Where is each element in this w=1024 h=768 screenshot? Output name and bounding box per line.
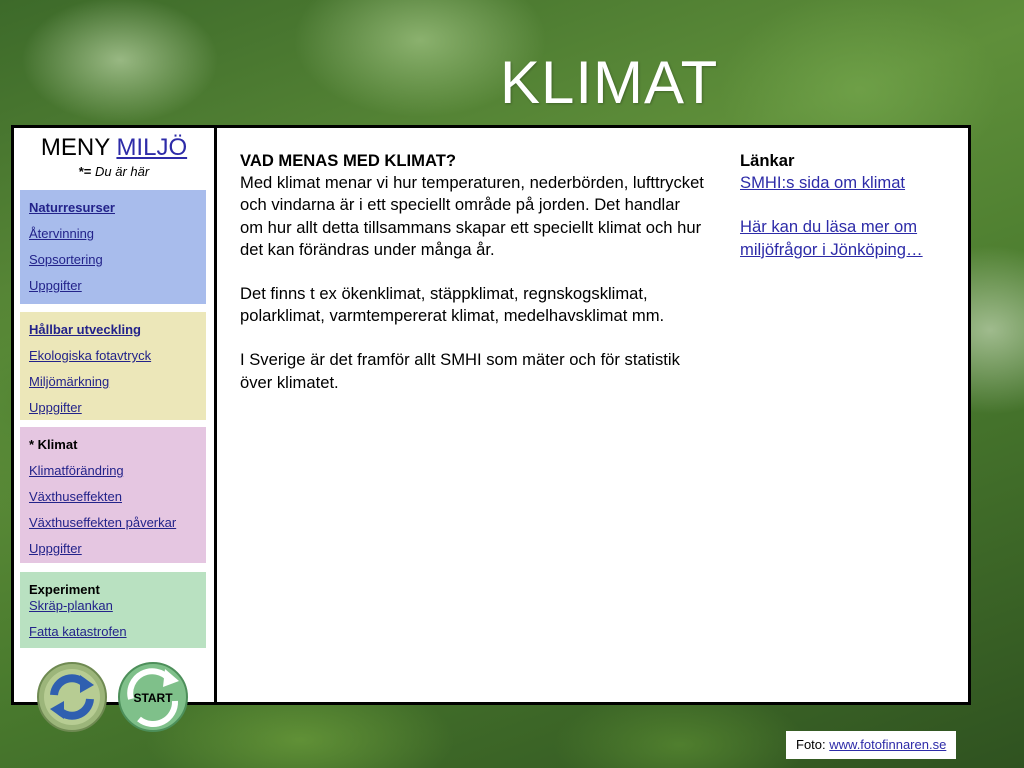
article-intro <box>240 150 706 261</box>
menu-item-atervinning[interactable]: Återvinning <box>29 226 95 241</box>
menu-item-sopsortering[interactable]: Sopsortering <box>29 252 103 267</box>
refresh-arrows-svg <box>36 661 108 733</box>
menu-item-uppgifter-2[interactable]: Uppgifter <box>29 400 82 415</box>
links-heading: Länkar <box>740 151 795 170</box>
menu-group-hallbar-utveckling <box>20 312 206 420</box>
photo-credit-label: Foto: <box>796 737 826 752</box>
menu-item-vaxthuseffekten[interactable]: Växthuseffekten <box>29 489 122 504</box>
article-paragraph-1: Med klimat menar vi hur temperaturen, nederbörden, lufttrycket och vindarna är i ett speciellt område på jorden. Det handlar om hur allt detta tillsammans skapar ett speciellt klimat och hur det kan förändras under många år. <box>240 173 704 259</box>
menu-item-hallbar-utveckling[interactable]: Hållbar utveckling <box>29 322 141 337</box>
page-title: KLIMAT <box>500 49 719 116</box>
legend-text: Du är här <box>95 164 150 179</box>
start-recycle-svg <box>117 661 189 733</box>
menu-item-skrap-plankan[interactable]: Skräp-plankan <box>29 598 113 613</box>
menu-title <box>14 134 214 162</box>
menu-item-fatta-katastrofen[interactable]: Fatta katastrofen <box>29 624 127 639</box>
menu-item-naturresurser[interactable]: Naturresurser <box>29 200 115 215</box>
photo-credit <box>786 731 956 759</box>
menu-item-klimatforandring[interactable]: Klimatförändring <box>29 463 124 478</box>
menu-item-miljomarkning[interactable]: Miljömärkning <box>29 374 110 389</box>
links-panel <box>740 150 962 261</box>
menu-item-ekologiska-fotavtryck[interactable]: Ekologiska fotavtryck <box>29 348 152 363</box>
links-spacer <box>740 194 962 216</box>
article-heading: VAD MENAS MED KLIMAT? <box>240 151 457 170</box>
menu-item-uppgifter-1[interactable]: Uppgifter <box>29 278 82 293</box>
menu-item-klimat-current: * Klimat <box>29 437 78 452</box>
menu-header <box>14 134 214 179</box>
menu-group-experiment <box>20 572 206 648</box>
frame-divider <box>214 128 217 702</box>
menu-item-uppgifter-3[interactable]: Uppgifter <box>29 541 82 556</box>
menu-group-experiment-title: Experiment <box>29 582 100 597</box>
start-recycle-icon[interactable] <box>117 661 189 733</box>
menu-item-vaxthuseffekten-paverkar[interactable]: Växthuseffekten påverkar <box>29 515 177 530</box>
article-paragraph-3: I Sverige är det framför allt SMHI som mäter och för statistik över klimatet. <box>240 350 680 392</box>
photo-credit-link[interactable]: www.fotofinnaren.se <box>829 737 947 752</box>
link-miljofragor-jonkoping[interactable]: Här kan du läsa mer om miljöfrågor i Jönköping… <box>740 217 923 259</box>
menu-group-klimat <box>20 427 206 563</box>
article-paragraph-2: Det finns t ex ökenklimat, stäppklimat, regnskogsklimat, polarklimat, varmtempererat klimat, medelhavsklimat mm. <box>240 284 665 326</box>
main-frame <box>11 125 971 705</box>
menu-title-prefix: MENY <box>40 134 110 161</box>
legend-marker: *= <box>78 164 92 179</box>
article <box>240 150 706 416</box>
refresh-arrows-icon[interactable] <box>36 661 108 733</box>
menu-group-naturresurser <box>20 190 206 304</box>
start-label: START <box>133 691 173 705</box>
menu-title-link[interactable]: MILJÖ <box>116 134 188 161</box>
menu-legend <box>14 164 214 179</box>
link-smhi-klimat[interactable]: SMHI:s sida om klimat <box>740 173 906 193</box>
